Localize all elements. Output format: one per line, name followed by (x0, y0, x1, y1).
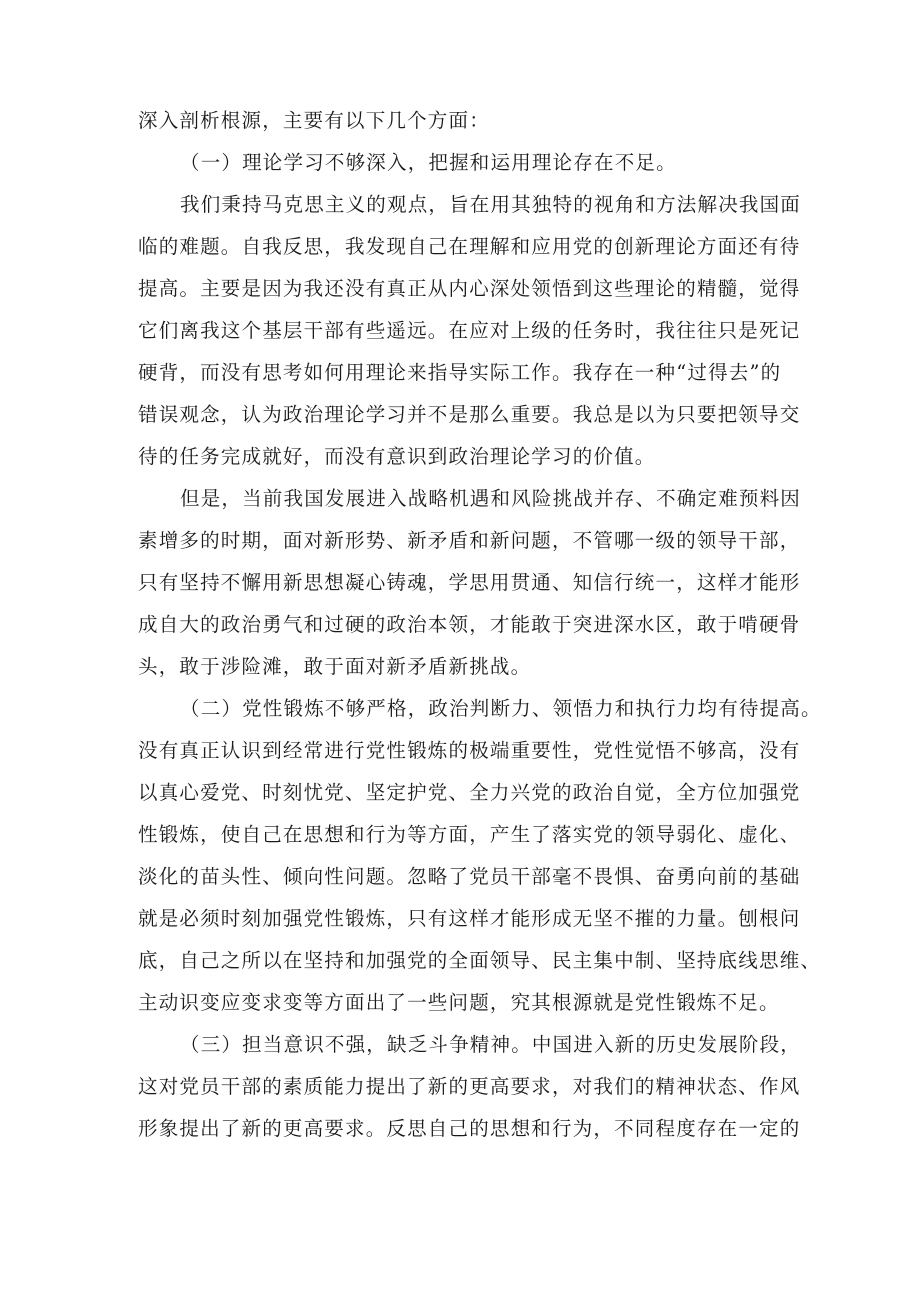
paragraph-intro (138, 100, 788, 142)
text-line: 但是，当前我国发展进入战略机遇和风险挑战并存、不确定难预料因 (180, 487, 802, 510)
text-line: 头，敢于涉险滩，敢于面对新矛盾新挑战。 (138, 655, 532, 678)
text-line: 主动识变应变求变等方面出了一些问题，究其根源就是党性锻炼不足。 (138, 991, 780, 1014)
document-page (138, 100, 822, 1150)
section-paragraph-2 (138, 688, 822, 1024)
text-line: 性锻炼，使自己在思想和行为等方面，产生了落实党的领导弱化、虚化、 (138, 823, 801, 846)
text-line: 我们秉持马克思主义的观点，旨在用其独特的视角和方法解决我国面 (180, 193, 802, 216)
text-line: 待的任务完成就好，而没有意识到政治理论学习的价值。 (138, 445, 656, 468)
text-line: 错误观念，认为政治理论学习并不是那么重要。我总是以为只要把领导交 (138, 403, 801, 426)
section-paragraph-3 (138, 1024, 802, 1150)
text-line: 硬背，而没有思考如何用理论来指导实际工作。我存在一种“过得去”的 (138, 361, 782, 384)
paragraph-development (138, 478, 802, 688)
text-line: 这对党员干部的素质能力提出了新的更高要求，对我们的精神状态、作风 (138, 1075, 801, 1098)
text-line: 以真心爱党、时刻忧党、坚定护党、全力兴党的政治自觉，全方位加强党 (138, 781, 801, 804)
text-line: 提高。主要是因为我还没有真正从内心深处领悟到这些理论的精髓，觉得 (138, 277, 801, 300)
text-line: 成自大的政治勇气和过硬的政治本领，才能敢于突进深水区，敢于啃硬骨 (138, 613, 801, 636)
text-line: （一）理论学习不够深入，把握和运用理论存在不足。 (180, 151, 677, 174)
text-line: 素增多的时期，面对新形势、新矛盾和新问题，不管哪一级的领导干部， (138, 529, 801, 552)
text-line: 底，自己之所以在坚持和加强党的全面领导、民主集中制、坚持底线思维、 (138, 949, 822, 972)
text-line: 它们离我这个基层干部有些遥远。在应对上级的任务时，我往往只是死记 (138, 319, 801, 342)
text-line: 就是必须时刻加强党性锻炼，只有这样才能形成无坚不摧的力量。刨根问 (138, 907, 801, 930)
text-line: 没有真正认识到经常进行党性锻炼的极端重要性，党性觉悟不够高，没有 (138, 739, 801, 762)
text-line: 淡化的苗头性、倾向性问题。忽略了党员干部毫不畏惧、奋勇向前的基础 (138, 865, 801, 888)
paragraph-theory (138, 184, 802, 478)
section-heading-1 (138, 142, 788, 184)
text-line: （二）党性锻炼不够严格，政治判断力、领悟力和执行力均有待提高。 (180, 697, 822, 720)
text-line: 形象提出了新的更高要求。反思自己的思想和行为，不同程度存在一定的 (138, 1117, 801, 1140)
text-line: （三）担当意识不强，缺乏斗争精神。中国进入新的历史发展阶段， (180, 1033, 802, 1056)
text-line: 深入剖析根源，主要有以下几个方面： (138, 109, 490, 132)
text-line: 临的难题。自我反思，我发现自己在理解和应用党的创新理论方面还有待 (138, 235, 801, 258)
text-line: 只有坚持不懈用新思想凝心铸魂，学思用贯通、知信行统一，这样才能形 (138, 571, 801, 594)
